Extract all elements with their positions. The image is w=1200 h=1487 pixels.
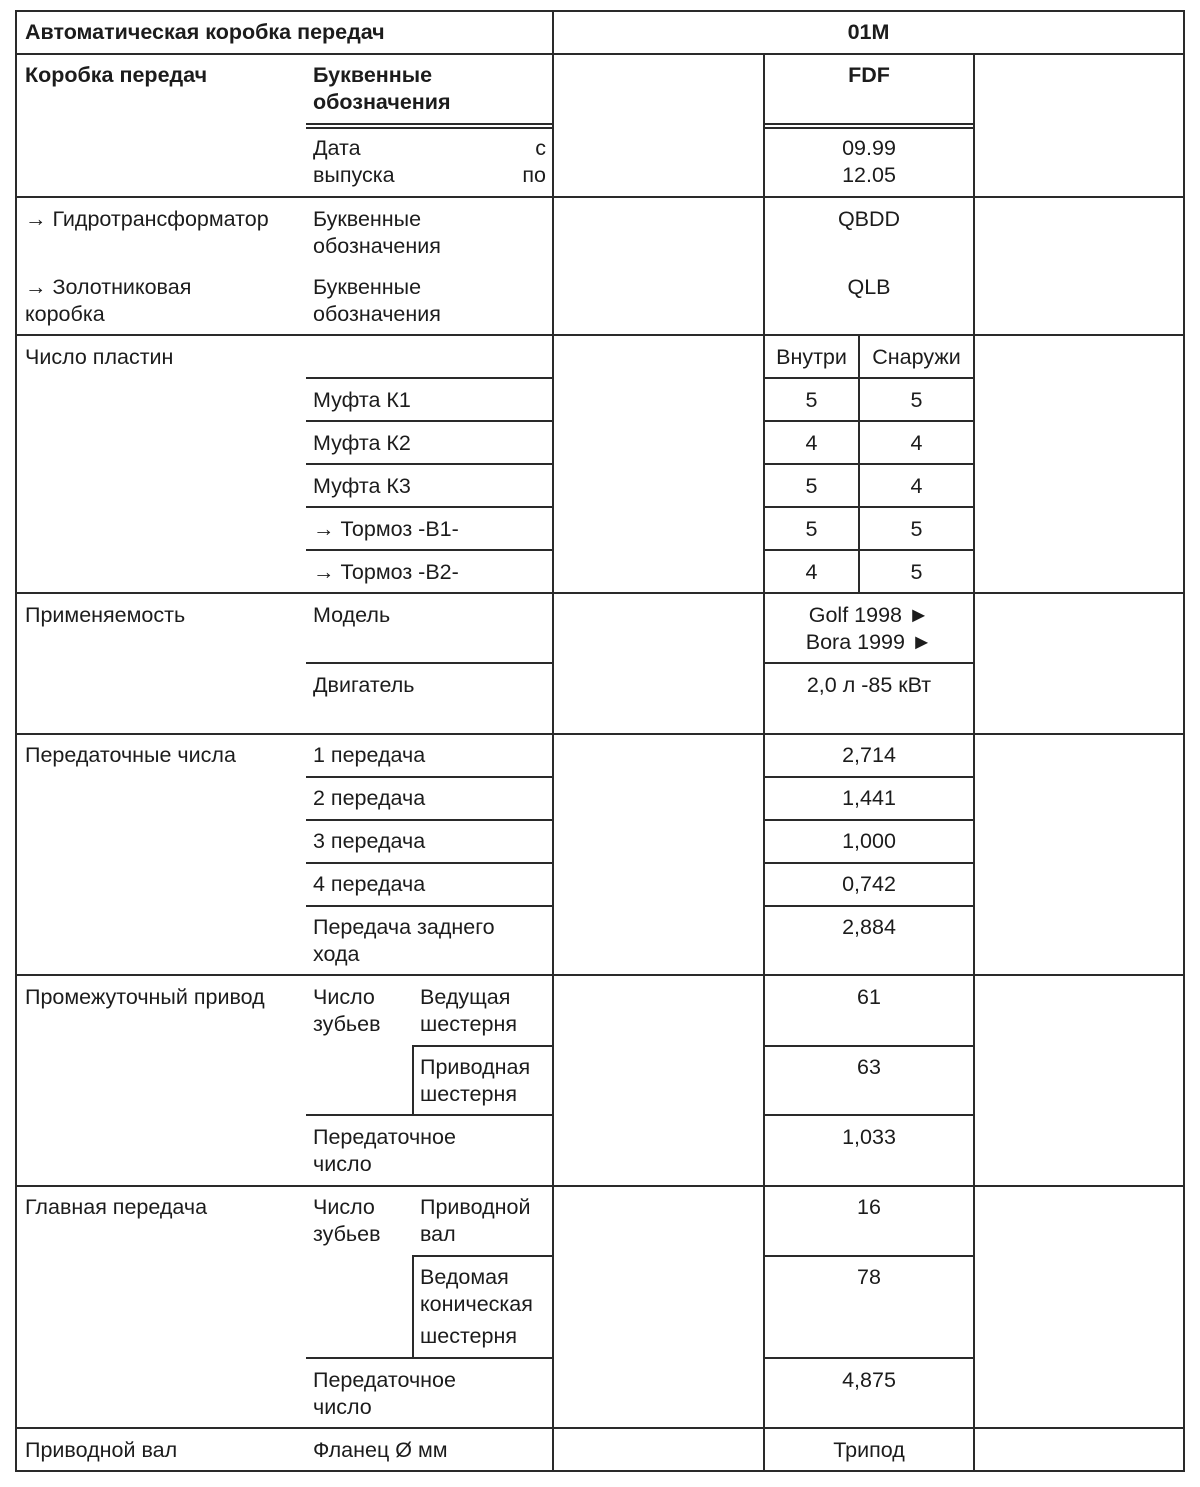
bevel-value: 78	[857, 1265, 881, 1289]
plate-row-inner: 5	[805, 517, 818, 541]
shaft-value: 16	[857, 1195, 881, 1219]
gearbox-label: Коробка передач	[25, 63, 208, 87]
ratio-row-value: 1,000	[842, 829, 896, 853]
ratio-row-name: 2 передача	[313, 786, 426, 810]
drive-gear-1: Ведущая	[420, 985, 511, 1009]
vb-sub-1: Буквенные	[313, 275, 422, 299]
driven-gear-value: 63	[857, 1055, 881, 1079]
plates-line-2b	[763, 420, 975, 422]
ratio-row-name: 3 передача	[313, 829, 426, 853]
ratio-line-4b	[763, 905, 975, 907]
row-line-53	[15, 53, 1185, 55]
shaft-1: Приводной	[420, 1195, 531, 1219]
plates-line-1b	[763, 377, 975, 379]
inter-line-2b	[763, 1114, 975, 1116]
final-line-2a	[306, 1357, 554, 1359]
tc-sub-1: Буквенные	[313, 207, 422, 231]
ratio-row-value: 1,441	[842, 786, 896, 810]
ratios-label: Передаточные числа	[25, 743, 236, 767]
ratio-line-4a	[306, 905, 554, 907]
ratio-row-name: 1 передача	[313, 743, 426, 767]
plate-row-inner: 4	[805, 431, 818, 455]
letters-value: FDF	[848, 63, 890, 87]
row-line-733	[15, 733, 1185, 735]
plate-row-outer: 5	[910, 517, 923, 541]
vb-value: QLB	[847, 275, 891, 299]
frame-bottom	[15, 1470, 1185, 1472]
drive-gear-value: 61	[857, 985, 881, 1009]
driven-gear-1: Приводная	[420, 1055, 531, 1079]
header-title: Автоматическая коробка передач	[25, 20, 385, 44]
intermediate-label: Промежуточный привод	[25, 985, 265, 1009]
date-to-value: 12.05	[842, 163, 896, 187]
frame-top	[15, 10, 1185, 12]
valve-body-label-1: → Золотниковая	[25, 275, 192, 299]
col-line-973	[973, 53, 975, 1472]
plate-row-outer: 4	[910, 431, 923, 455]
valve-body-label-2: коробка	[25, 302, 105, 326]
ratio-row-value: 2,714	[842, 743, 896, 767]
plate-row-name: Муфта К2	[313, 431, 411, 455]
model-value-1: Golf 1998 ►	[808, 603, 930, 627]
plate-row-name: → Тормоз -В1-	[313, 517, 459, 541]
date-to-word: по	[522, 163, 546, 187]
row-line-1185	[15, 1185, 1185, 1187]
inter-teeth-2: зубьев	[313, 1012, 381, 1036]
drive-shaft-label: Приводной вал	[25, 1438, 178, 1462]
frame-left	[15, 10, 17, 1472]
final-ratio-value: 4,875	[842, 1368, 896, 1392]
drive-shaft-value: Трипод	[833, 1438, 905, 1462]
plates-line-4	[306, 506, 554, 508]
inter-teeth-1: Число	[313, 985, 375, 1009]
row-line-974	[15, 974, 1185, 976]
plate-row-inner: 4	[805, 560, 818, 584]
plate-row-inner: 5	[805, 474, 818, 498]
final-line-1b	[763, 1255, 975, 1257]
tc-value: QBDD	[837, 207, 901, 231]
ratio-row-name-line2: хода	[313, 942, 360, 966]
final-line-1a	[412, 1255, 554, 1257]
frame-right	[1183, 10, 1185, 1472]
plates-line-2	[306, 420, 554, 422]
engine-value: 2,0 л -85 кВт	[806, 673, 932, 697]
driven-gear-2: шестерня	[420, 1082, 517, 1106]
bevel-3: шестерня	[420, 1324, 517, 1348]
drive-gear-2: шестерня	[420, 1012, 517, 1036]
double-line-a2	[306, 127, 554, 129]
header-code: 01M	[847, 20, 890, 44]
final-drive-label: Главная передача	[25, 1195, 208, 1219]
plates-line-5	[306, 549, 554, 551]
flange-label: Фланец Ø мм	[313, 1438, 448, 1462]
row-line-334	[15, 334, 1185, 336]
bevel-2: коническая	[420, 1292, 533, 1316]
model-label: Модель	[313, 603, 391, 627]
double-line-a1	[306, 123, 554, 125]
letters-label-2: обозначения	[313, 90, 451, 114]
plates-line-3b	[763, 463, 975, 465]
date-from-word: с	[535, 136, 546, 160]
tc-sub-2: обозначения	[313, 234, 441, 258]
vb-sub-2: обозначения	[313, 302, 441, 326]
double-line-b2	[763, 127, 975, 129]
plate-row-name: Муфта К1	[313, 388, 411, 412]
applicability-label: Применяемость	[25, 603, 186, 627]
torque-converter-label: → Гидротрансформатор	[25, 207, 269, 231]
inter-line-2a	[306, 1114, 554, 1116]
final-teeth-1: Число	[313, 1195, 375, 1219]
row-line-1427	[15, 1427, 1185, 1429]
final-ratio-2: число	[313, 1395, 372, 1419]
ratio-line-2a	[306, 819, 554, 821]
letters-label-1: Буквенные	[313, 63, 433, 87]
inter-line-1a	[412, 1045, 554, 1047]
inter-ratio-value: 1,033	[842, 1125, 896, 1149]
appl-line-b	[763, 662, 975, 664]
col-line-412-b	[412, 1255, 414, 1359]
bevel-1: Ведомая	[420, 1265, 509, 1289]
plates-line-5b	[763, 549, 975, 551]
ratio-row-value: 0,742	[842, 872, 896, 896]
inter-ratio-2: число	[313, 1152, 372, 1176]
model-value-2: Bora 1999 ►	[805, 630, 933, 654]
final-ratio-1: Передаточное	[313, 1368, 456, 1392]
ratio-line-1a	[306, 776, 554, 778]
final-teeth-2: зубьев	[313, 1222, 381, 1246]
date-from-value: 09.99	[842, 136, 896, 160]
plates-label: Число пластин	[25, 345, 174, 369]
row-line-592	[15, 592, 1185, 594]
plates-line-4b	[763, 506, 975, 508]
plate-row-name: → Тормоз -В2-	[313, 560, 459, 584]
inter-ratio-1: Передаточное	[313, 1125, 456, 1149]
plate-row-outer: 5	[910, 560, 923, 584]
col-line-858	[858, 336, 860, 594]
final-line-2b	[763, 1357, 975, 1359]
ratio-row-value: 2,884	[842, 915, 896, 939]
shaft-2: вал	[420, 1222, 456, 1246]
row-line-196	[15, 196, 1185, 198]
date-label-1: Дата	[313, 136, 361, 160]
plate-row-outer: 4	[910, 474, 923, 498]
plate-row-name: Муфта К3	[313, 474, 411, 498]
ratio-row-name: 4 передача	[313, 872, 426, 896]
date-label-2: выпуска	[313, 163, 395, 187]
plate-row-inner: 5	[805, 388, 818, 412]
col-line-552	[552, 10, 554, 1472]
plates-line-3	[306, 463, 554, 465]
appl-line-a	[306, 662, 554, 664]
plate-row-outer: 5	[910, 388, 923, 412]
double-line-b1	[763, 123, 975, 125]
plates-outer-header: Снаружи	[872, 345, 961, 369]
engine-label: Двигатель	[313, 673, 415, 697]
plates-line-1	[306, 377, 554, 379]
ratio-row-name: Передача заднего	[313, 915, 495, 939]
ratio-line-3b	[763, 862, 975, 864]
inter-line-1b	[763, 1045, 975, 1047]
plates-inner-header: Внутри	[776, 345, 847, 369]
ratio-line-2b	[763, 819, 975, 821]
col-line-412-a	[412, 1045, 414, 1116]
ratio-line-1b	[763, 776, 975, 778]
ratio-line-3a	[306, 862, 554, 864]
